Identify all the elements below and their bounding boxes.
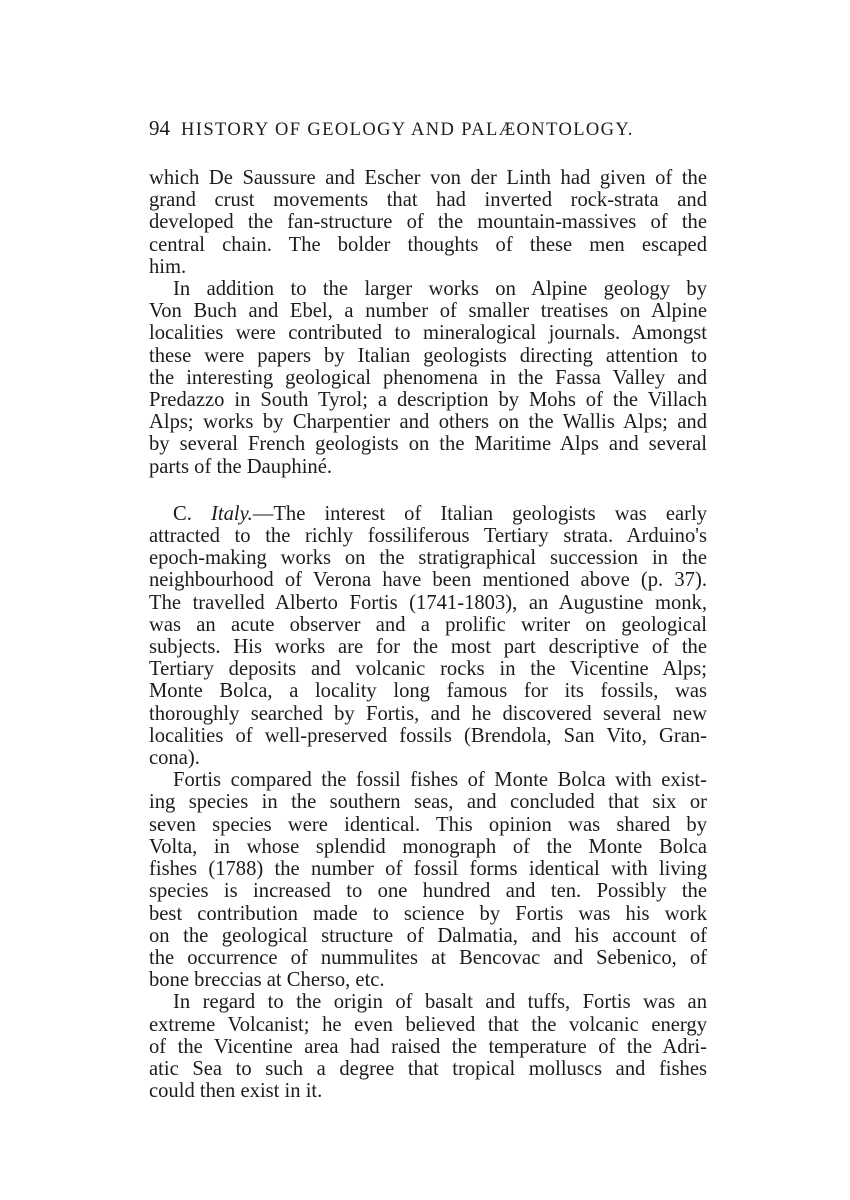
text-line: The travelled Alberto Fortis (1741-1803), an Augustine monk, (149, 591, 707, 614)
paragraph-alpine-treatises (149, 278, 707, 478)
running-head (149, 116, 707, 141)
text-line: species is increased to one hundred and ten. Possibly the (149, 880, 707, 903)
text-line: Volta, in whose splendid monograph of the Monte Bolca (149, 835, 707, 858)
text-line: parts of the Dauphiné. (149, 455, 333, 478)
text-line: best contribution made to science by Fortis was his work (149, 902, 707, 925)
text-line: which De Saussure and Escher von der Linth had given of the (149, 167, 707, 189)
text-line: bone breccias at Cherso, etc. (149, 969, 385, 992)
text-line: of the Vicentine area had raised the temperature of the Adri- (149, 1035, 707, 1058)
paragraph-continuation (149, 167, 707, 278)
text-line: cona). (149, 747, 200, 770)
text-line: fishes (1788) the number of fossil forms identical with living (149, 858, 707, 881)
text-line: central chain. The bolder thoughts of these men escaped (149, 233, 707, 256)
text-line: the occurrence of nummulites at Bencovac and Sebenico, of (149, 946, 707, 969)
text-line: him. (149, 255, 187, 278)
text-line: thoroughly searched by Fortis, and he discovered several new (149, 702, 707, 725)
text-line: by several French geologists on the Maritime Alps and several (149, 433, 707, 456)
text-line: was an acute observer and a prolific writer on geological (149, 613, 707, 636)
text-line: In addition to the larger works on Alpine geology by (173, 278, 707, 301)
text-line: atic Sea to such a degree that tropical molluscs and fishes (149, 1057, 707, 1080)
text-line: ing species in the southern seas, and concluded that six or (149, 791, 707, 814)
paragraph-section-italy (149, 503, 707, 769)
text-line: Predazzo in South Tyrol; a description by Mohs of the Villach (149, 389, 707, 412)
text-line: Von Buch and Ebel, a number of smaller treatises on Alpine (149, 300, 707, 323)
section-first-line-text: —The interest of Italian geologists was early (252, 502, 707, 525)
text-line: on the geological structure of Dalmatia, and his account of (149, 924, 707, 947)
page-number: 94 (149, 116, 170, 140)
text-line: epoch-making works on the stratigraphical succession in the (149, 547, 707, 570)
text-line: neighbourhood of Verona have been mentioned above (p. 37). (149, 569, 707, 592)
text-line: localities were contributed to mineralogical journals. Amongst (149, 322, 707, 345)
text-line: attracted to the richly fossiliferous Tertiary strata. Arduino's (149, 525, 707, 548)
paragraph-fossil-fishes (149, 769, 707, 991)
text-line: Alps; works by Charpentier and others on the Wallis Alps; and (149, 411, 707, 434)
text-line: developed the fan-structure of the mountain-massives of the (149, 211, 707, 234)
text-line: subjects. His works are for the most part descriptive of the (149, 636, 707, 659)
section-gap (149, 478, 707, 503)
section-heading-line (149, 503, 707, 525)
text-line: the interesting geological phenomena in the Fassa Valley and (149, 366, 707, 389)
text-line: grand crust movements that had inverted rock-strata and (149, 189, 707, 212)
text-line: Monte Bolca, a locality long famous for its fossils, was (149, 680, 707, 703)
body-text (149, 167, 707, 1102)
text-line: these were papers by Italian geologists directing attention to (149, 344, 707, 367)
paragraph-volcanist (149, 991, 707, 1102)
text-line: Tertiary deposits and volcanic rocks in the Vicentine Alps; (149, 658, 707, 681)
book-page (149, 116, 707, 1102)
text-line: localities of well-preserved fossils (Brendola, San Vito, Gran- (149, 724, 707, 747)
running-title: HISTORY OF GEOLOGY AND PALÆONTOLOGY. (181, 120, 634, 140)
text-line: In regard to the origin of basalt and tuffs, Fortis was an (173, 991, 707, 1014)
text-line: extreme Volcanist; he even believed that the volcanic energy (149, 1013, 707, 1036)
text-line: could then exist in it. (149, 1080, 323, 1103)
section-title-italy: Italy. (210, 502, 253, 525)
text-line: Fortis compared the fossil fishes of Monte Bolca with exist- (173, 769, 707, 792)
section-letter: C. (173, 502, 211, 525)
text-line: seven species were identical. This opinion was shared by (149, 813, 707, 836)
